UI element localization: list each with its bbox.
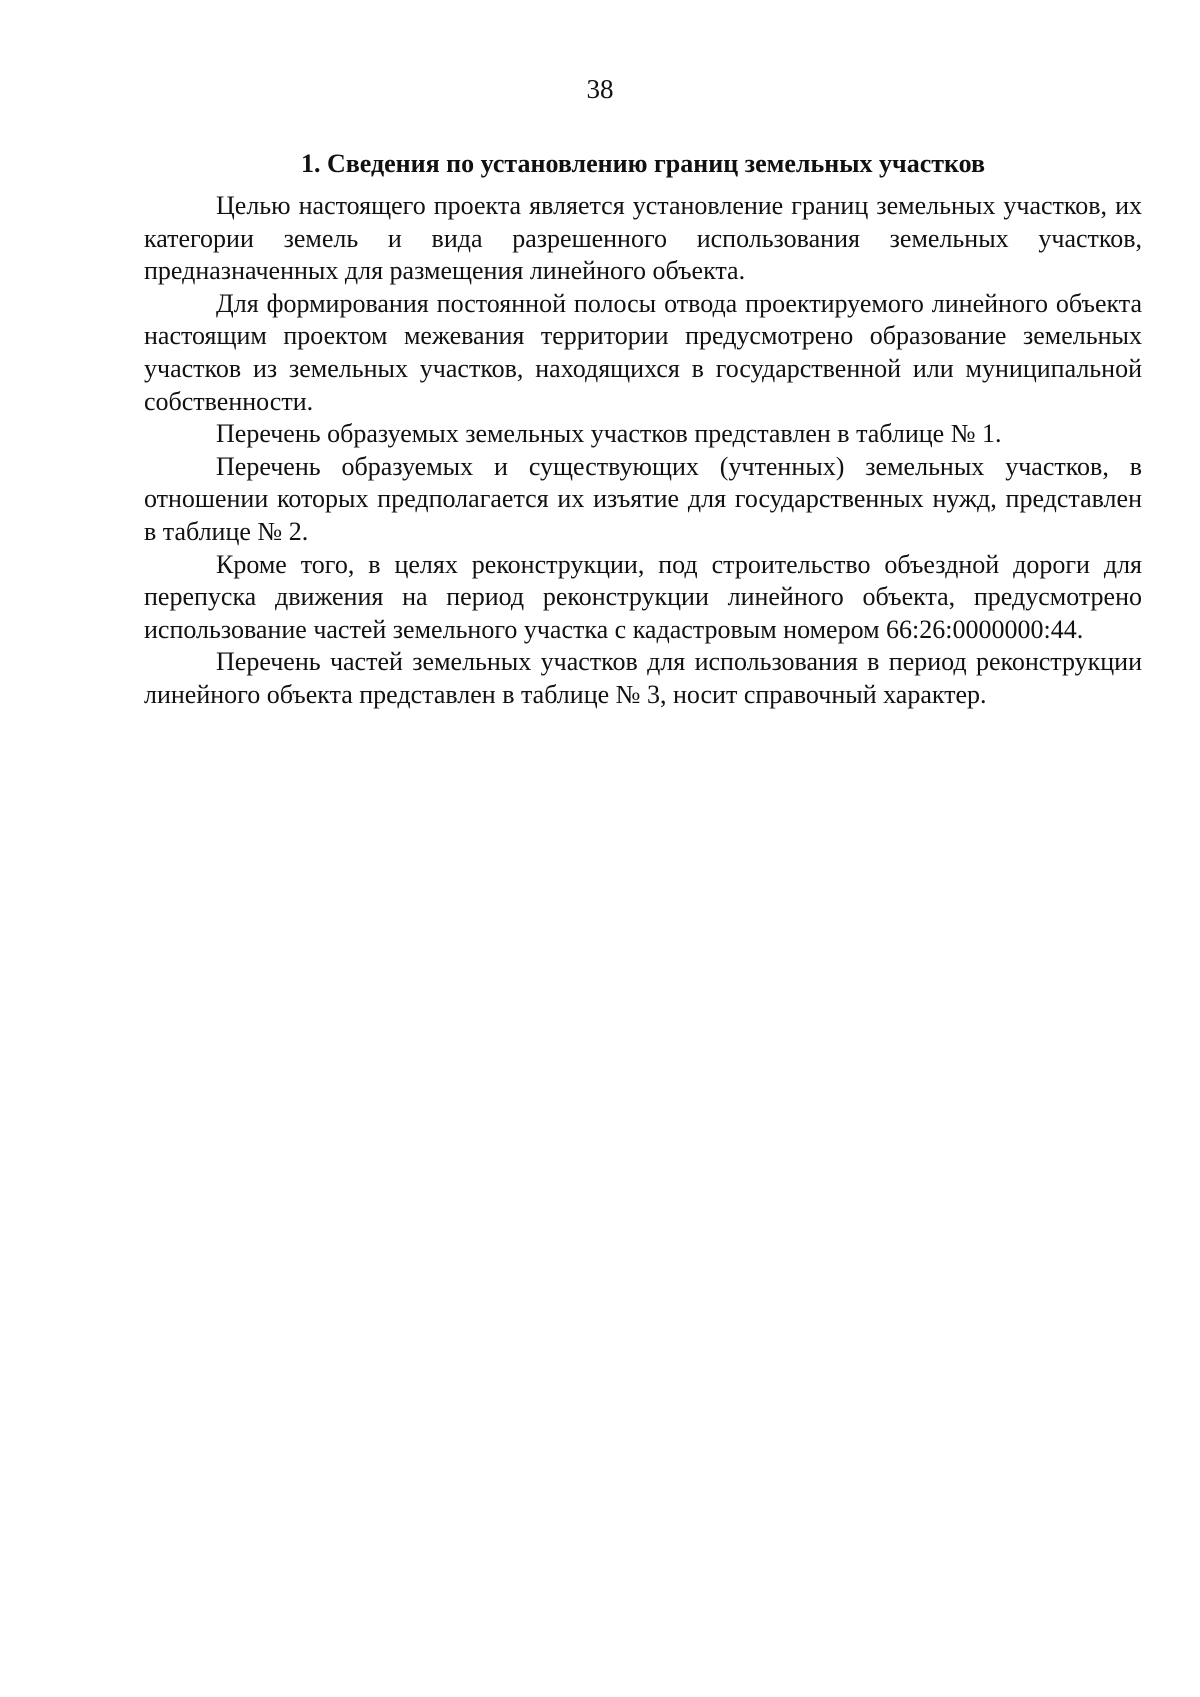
page-number: 38 bbox=[586, 74, 614, 104]
document-body bbox=[144, 144, 1142, 712]
paragraph-right-of-way: Для формирования постоянной полосы отвода проектируемого линейного объекта настоящим проектом межевания территории предусмотрено образование земельных участков из земельных участков, находящихся в государственной или муниципальной собственности. bbox=[144, 288, 1142, 416]
paragraph-detour-road: Кроме того, в целях реконструкции, под строительство объездной дороги для перепуска движения на период реконструкции линейного объекта, предусмотрено использование частей земельного участка с кадастровым номером 66:26:0000000:44. bbox=[144, 549, 1142, 644]
section-title: 1. Сведения по установлению границ земельных участков bbox=[300, 149, 986, 178]
paragraph-table-2-reference: Перечень образуемых и существующих (учтенных) земельных участков, в отношении которых предполагается их изъятие для государственных нужд, представлен в таблице № 2. bbox=[144, 451, 1142, 546]
paragraph-purpose: Целью настоящего проекта является установление границ земельных участков, их категории земель и вида разрешенного использования земельных участков, предназначенных для размещения линейного объекта. bbox=[144, 191, 1142, 286]
paragraph-table-3-reference: Перечень частей земельных участков для использования в период реконструкции линейного объекта представлен в таблице № 3, носит справочный характер. bbox=[144, 647, 1142, 709]
paragraph-table-1-reference: Перечень образуемых земельных участков представлен в таблице № 1. bbox=[216, 419, 1002, 449]
